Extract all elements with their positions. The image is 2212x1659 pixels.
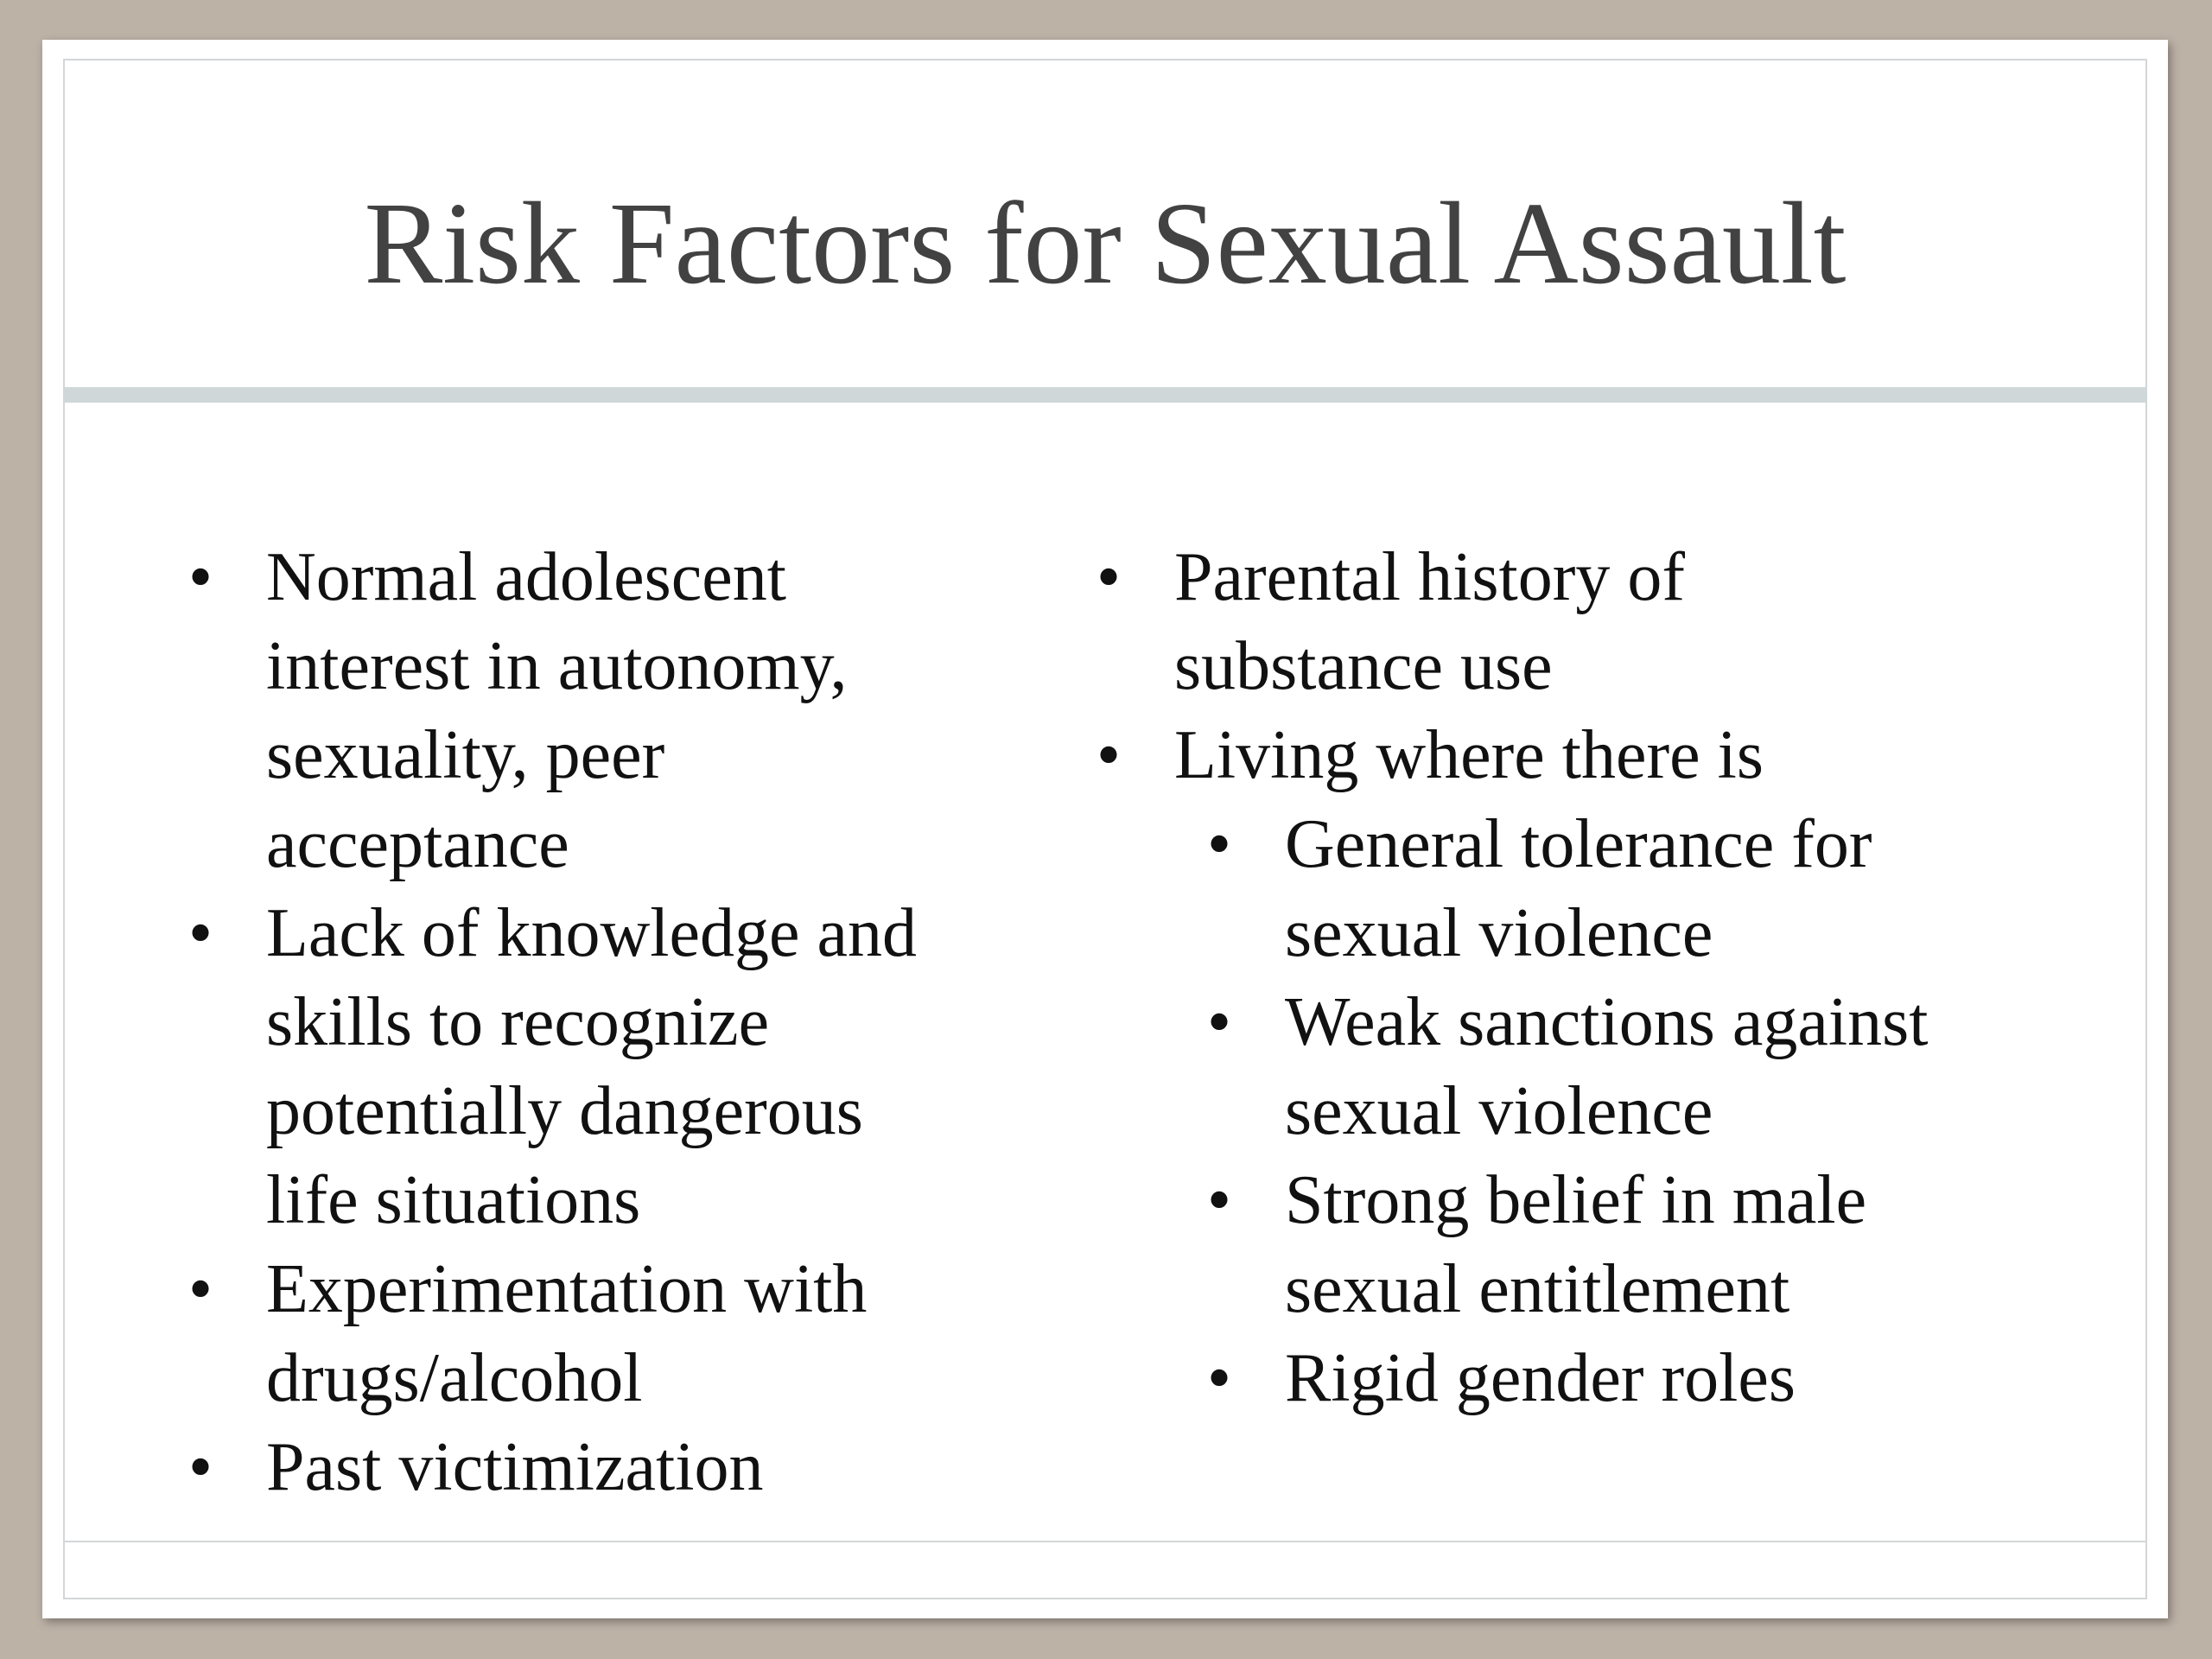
bullet-text: Lack of knowledge and skills to recognize potentially dangerous life situations <box>266 895 918 1238</box>
bullet-text: Parental history of substance use <box>1174 539 1685 704</box>
bullet-icon: • <box>1206 984 1231 1060</box>
bullet-icon: • <box>1096 717 1121 793</box>
bullet-icon: • <box>188 895 213 971</box>
left-bullet-list <box>188 533 1078 1512</box>
bullet-icon: • <box>188 539 213 615</box>
bullet-icon: • <box>1206 806 1231 882</box>
bullet-text: Normal adolescent interest in autonomy, sexuality, peer acceptance <box>266 539 848 882</box>
footer-divider <box>63 1541 2147 1542</box>
bullet-text: Past victimization <box>266 1429 764 1505</box>
right-bullet-list <box>1096 533 2082 1423</box>
bullet-icon: • <box>1206 1162 1231 1238</box>
bullet-item-lack-of-knowledge <box>188 889 1078 1245</box>
sub-bullet-item-weak-sanctions <box>1206 978 2082 1156</box>
bullet-text: Weak sanctions against sexual violence <box>1285 984 1929 1149</box>
sub-bullet-item-gender-roles <box>1206 1334 2082 1423</box>
bullet-item-autonomy <box>188 533 1078 889</box>
sub-bullet-item-male-entitlement <box>1206 1156 2082 1334</box>
slide <box>42 40 2168 1618</box>
sub-bullet-item-general-tolerance <box>1206 800 2082 978</box>
bullet-item-experimentation <box>188 1245 1078 1423</box>
bullet-icon: • <box>1206 1340 1231 1416</box>
bullet-icon: • <box>1096 539 1121 615</box>
bullet-item-past-victimization <box>188 1423 1078 1512</box>
bullet-text: Strong belief in male sexual entitlement <box>1285 1162 1867 1327</box>
bullet-icon: • <box>188 1429 213 1505</box>
slide-title: Risk Factors for Sexual Assault <box>364 179 1847 308</box>
bullet-item-living-where <box>1096 711 2082 800</box>
title-divider <box>63 387 2147 403</box>
bullet-text: Living where there is <box>1174 717 1764 793</box>
bullet-text: Rigid gender roles <box>1285 1340 1796 1416</box>
bullet-text: General tolerance for sexual violence <box>1285 806 1872 971</box>
bullet-item-parental-history <box>1096 533 2082 711</box>
bullet-text: Experimentation with drugs/alcohol <box>266 1251 868 1416</box>
bullet-icon: • <box>188 1251 213 1327</box>
